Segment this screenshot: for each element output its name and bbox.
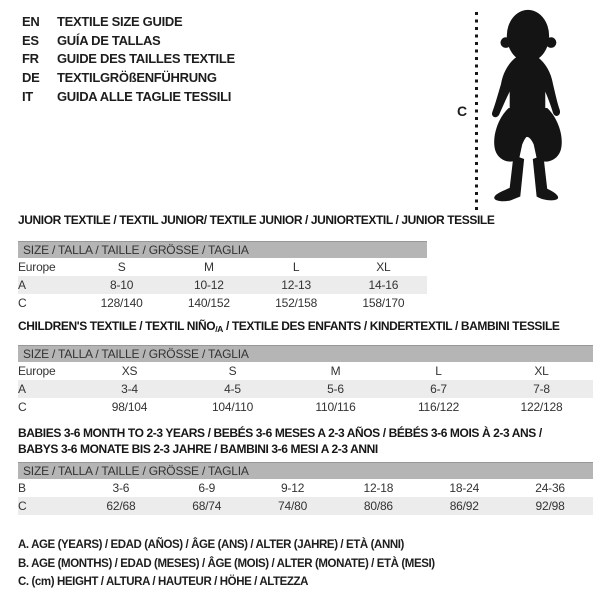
size-cell: 8-10 (78, 276, 165, 294)
size-cell: M (330, 364, 341, 378)
size-cell: 158/170 (362, 296, 405, 310)
table-row (18, 380, 593, 398)
section-title-part: CHILDREN'S TEXTILE / TEXTIL NIÑO (18, 319, 216, 333)
table-row (18, 479, 593, 497)
size-cell: 98/104 (111, 400, 148, 414)
row-label: Europe (18, 260, 56, 274)
size-cell: 9-12 (280, 481, 305, 495)
toddler-silhouette-image (483, 7, 571, 209)
size-cell: XL (534, 364, 549, 378)
size-cell: 5-6 (284, 380, 387, 398)
table-size-header-row (18, 346, 593, 363)
language-title: GUIDE DES TAILLES TEXTILE (57, 51, 235, 67)
size-cell: 18-24 (449, 481, 480, 495)
language-code: IT (22, 89, 33, 105)
size-cell: 92/98 (507, 497, 593, 515)
language-row (22, 50, 235, 69)
size-cell: 6-9 (198, 481, 216, 495)
size-cell: 116/122 (417, 400, 460, 414)
row-label: A (18, 276, 78, 294)
language-row (22, 31, 235, 50)
section-title-junior: JUNIOR TEXTILE / TEXTIL JUNIOR/ TEXTILE JUNIOR / JUNIORTEXTIL / JUNIOR TESSILE (18, 213, 495, 227)
size-cell: 104/110 (211, 400, 254, 414)
size-cell: 10-12 (165, 276, 252, 294)
size-cell: L (435, 364, 442, 378)
size-cell: 4-5 (181, 380, 284, 398)
size-cell: 152/158 (275, 296, 318, 310)
size-cell: 68/74 (164, 497, 250, 515)
note-age-years: A. AGE (YEARS) / EDAD (AÑOS) / ÂGE (ANS) / ALTER (JAHRE) / ETÀ (ANNI) (18, 539, 404, 551)
language-code: DE (22, 70, 40, 86)
size-header-cell: SIZE / TALLA / TAILLE / GRÖSSE / TAGLIA (18, 346, 593, 363)
size-cell: 122/128 (520, 400, 563, 414)
legend-notes (18, 536, 435, 592)
size-cell: XS (121, 364, 138, 378)
size-cell: 7-8 (490, 380, 593, 398)
language-code: ES (22, 32, 39, 48)
row-label: C (18, 296, 27, 310)
note-age-months: B. AGE (MONTHS) / EDAD (MESES) / ÂGE (MOIS) / ALTER (MONATE) / ETÀ (MESI) (18, 557, 435, 570)
section-title-line: BABYS 3-6 MONATE BIS 2-3 JAHRE / BAMBINI 3-6 MESI A 2-3 ANNI (18, 442, 378, 456)
height-measure-dotted-line (475, 12, 478, 210)
size-header-cell: SIZE / TALLA / TAILLE / GRÖSSE / TAGLIA (18, 242, 427, 259)
size-cell: 12-13 (253, 276, 340, 294)
size-cell: S (117, 260, 126, 274)
language-title: GUÍA DE TALLAS (57, 32, 161, 48)
section-title-babies (18, 425, 542, 457)
language-title: TEXTILE SIZE GUIDE (57, 13, 183, 29)
size-cell: 3-4 (78, 380, 181, 398)
section-title-children (18, 319, 560, 334)
language-title: GUIDA ALLE TAGLIE TESSILI (57, 89, 232, 105)
table-size-header-row (18, 463, 593, 480)
table-row (18, 398, 593, 416)
size-cell: 140/152 (187, 296, 230, 310)
table-row (18, 362, 593, 380)
size-cell: M (203, 260, 214, 274)
language-code: FR (22, 51, 39, 67)
language-title-block (22, 12, 235, 106)
language-row (22, 12, 235, 31)
section-title-line: BABIES 3-6 MONTH TO 2-3 YEARS / BEBÉS 3-6 MESES A 2-3 AÑOS / BÉBÉS 3-6 MOIS À 2-3 ANS / (18, 426, 542, 440)
height-measure-label: C (457, 103, 468, 119)
size-cell: 86/92 (421, 497, 507, 515)
size-header-cell: SIZE / TALLA / TAILLE / GRÖSSE / TAGLIA (18, 463, 593, 480)
note-height-cm: C. (cm) HEIGHT / ALTURA / HAUTEUR / HÖHE / ALTEZZA (18, 576, 309, 588)
table-size-header-row (18, 242, 427, 259)
size-cell: 24-36 (535, 481, 565, 495)
language-row (22, 68, 235, 87)
row-label: B (18, 481, 26, 495)
table-row (18, 276, 427, 294)
size-cell: S (228, 364, 237, 378)
row-label: Europe (18, 364, 56, 378)
size-cell: L (292, 260, 300, 274)
row-label: A (18, 380, 78, 398)
children-size-table (18, 345, 593, 416)
language-title: TEXTILGRÖßENFÜHRUNG (57, 70, 217, 86)
size-cell: 3-6 (112, 481, 130, 495)
size-cell: 80/86 (335, 497, 421, 515)
size-cell: 12-18 (363, 481, 394, 495)
table-row (18, 258, 427, 276)
table-row (18, 497, 593, 515)
language-code: EN (22, 13, 40, 29)
junior-size-table (18, 241, 427, 312)
section-title-subscript: /A (215, 324, 224, 334)
section-title-part: / TEXTILE DES ENFANTS / KINDERTEXTIL / BAMBINI TESSILE (223, 319, 560, 333)
size-cell: 6-7 (387, 380, 490, 398)
table-row (18, 294, 427, 312)
language-row (22, 87, 235, 106)
babies-size-table (18, 462, 593, 515)
row-label: C (18, 497, 78, 515)
size-cell: XL (376, 260, 391, 274)
row-label: C (18, 400, 27, 414)
size-cell: 128/140 (100, 296, 143, 310)
size-cell: 14-16 (340, 276, 427, 294)
size-cell: 110/116 (315, 400, 356, 414)
size-cell: 62/68 (78, 497, 164, 515)
size-cell: 74/80 (250, 497, 336, 515)
